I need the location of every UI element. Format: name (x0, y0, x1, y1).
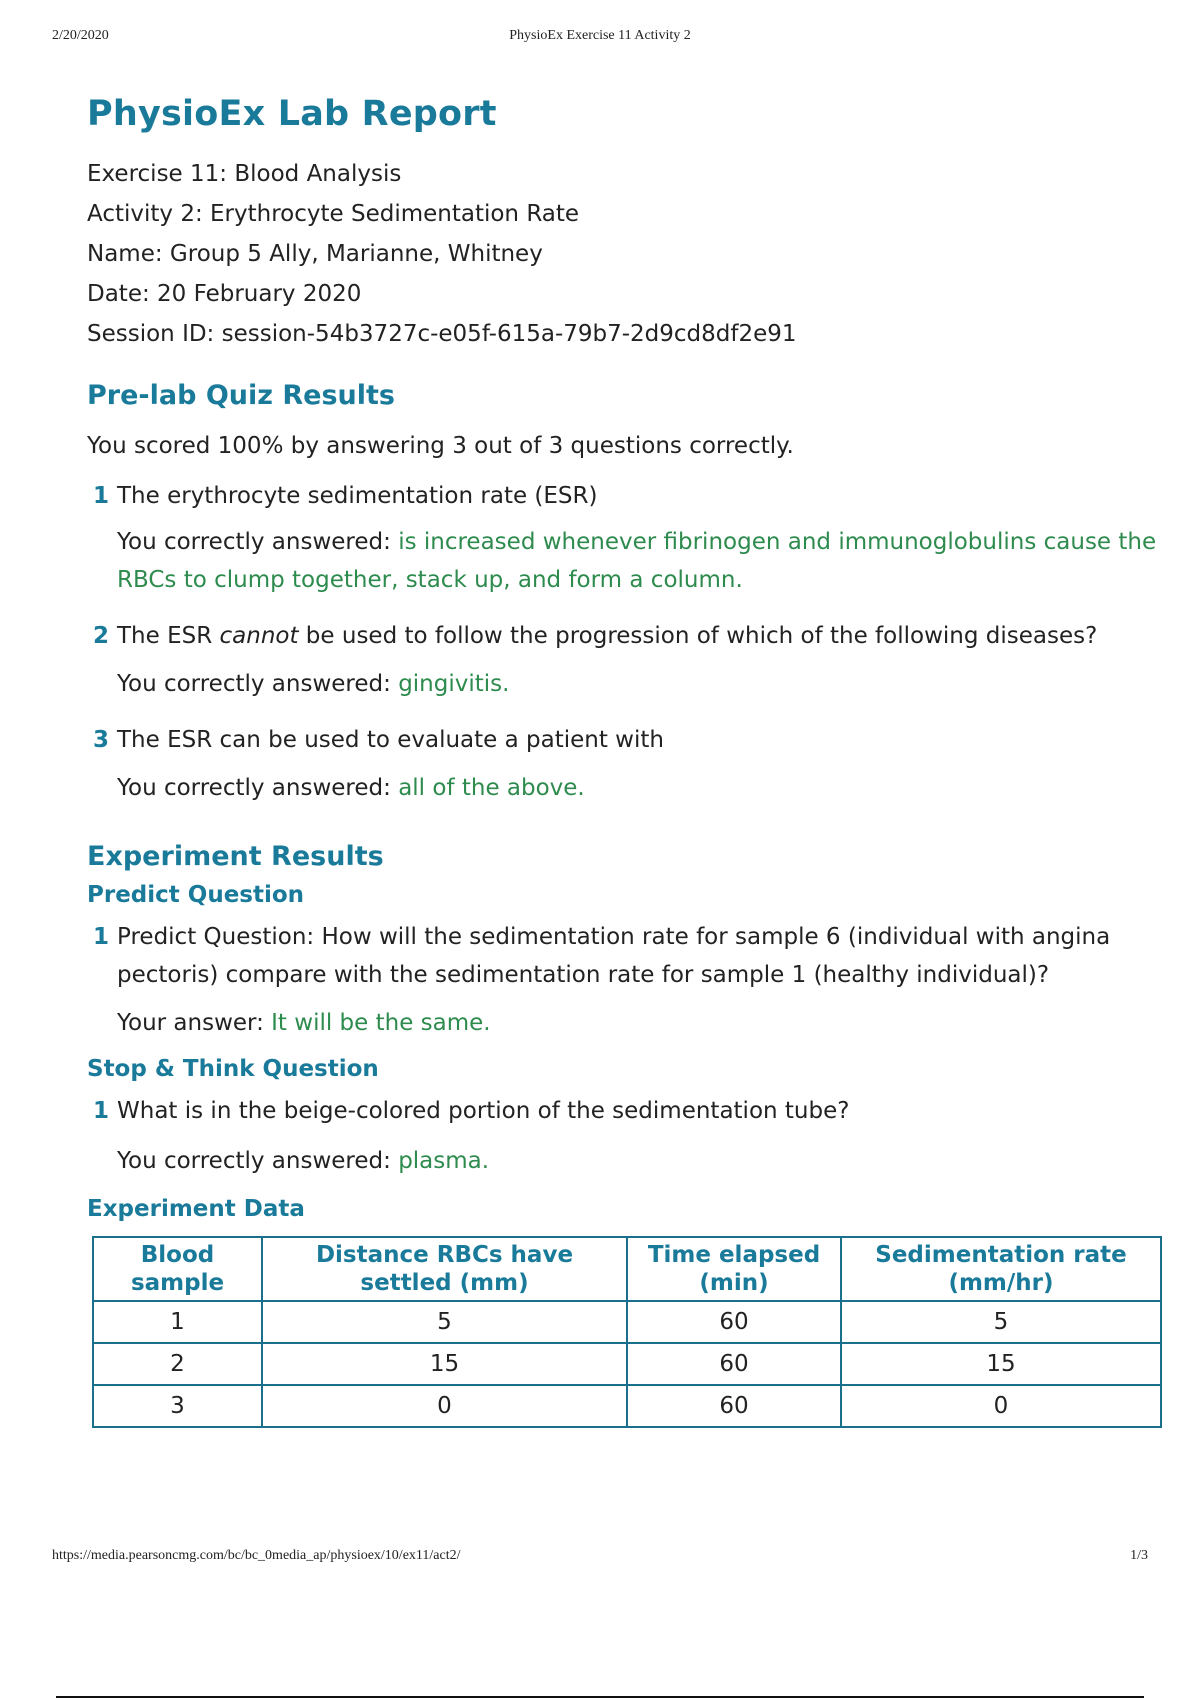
print-date: 2/20/2020 (52, 28, 109, 43)
table-cell: 60 (627, 1385, 841, 1427)
session-line: Session ID: session-54b3727c-e05f-615a-79b7-2d9cd8df2e91 (87, 321, 797, 347)
answer-value: all of the above. (398, 775, 585, 801)
question-text-before: The ESR (117, 623, 220, 649)
answer-value: plasma. (398, 1148, 490, 1174)
question-text-after: be used to follow the progression of which of the following diseases? (298, 623, 1098, 649)
table-cell: 0 (841, 1385, 1161, 1427)
stop-think-question (87, 1092, 1167, 1130)
column-header: Time elapsed (min) (627, 1237, 841, 1301)
table-cell: 60 (627, 1301, 841, 1343)
prelab-answer-3 (87, 769, 1167, 807)
question-text: The ESR can be used to evaluate a patient with (117, 727, 664, 753)
stop-think-heading: Stop & Think Question (87, 1056, 379, 1082)
answer-value: It will be the same. (271, 1010, 491, 1036)
prelab-question-3 (87, 721, 1167, 759)
question-number: 1 (93, 483, 110, 509)
date-line: Date: 20 February 2020 (87, 281, 362, 307)
report-meta (87, 154, 1167, 354)
table-cell: 15 (262, 1343, 627, 1385)
question-text-emphasis: cannot (219, 623, 299, 649)
prelab-question-2 (87, 617, 1167, 655)
answer-value: is increased whenever fibrinogen and immunoglobulins cause the RBCs to clump together, stack up, and form a column. (117, 529, 1157, 593)
answer-prefix: You correctly answered: (117, 529, 399, 555)
table-cell: 3 (93, 1385, 262, 1427)
column-header: Sedimentation rate (mm/hr) (841, 1237, 1161, 1301)
prelab-question-1 (87, 477, 1167, 515)
table-cell: 15 (841, 1343, 1161, 1385)
prelab-heading: Pre-lab Quiz Results (87, 380, 395, 411)
question-number: 1 (93, 1098, 110, 1124)
print-header (52, 28, 1148, 48)
predict-question (87, 918, 1167, 994)
prelab-answer-2 (87, 665, 1167, 703)
experiment-heading: Experiment Results (87, 841, 384, 872)
activity-line: Activity 2: Erythrocyte Sedimentation Rate (87, 201, 580, 227)
page-number: 1/3 (1130, 1548, 1148, 1563)
report-content (87, 94, 1167, 1428)
predict-answer (87, 1004, 1167, 1042)
question-text: The erythrocyte sedimentation rate (ESR) (117, 483, 598, 509)
answer-prefix: You correctly answered: (117, 1148, 399, 1174)
answer-prefix: Your answer: (117, 1010, 272, 1036)
experiment-data-table (92, 1236, 1162, 1428)
report-title: PhysioEx Lab Report (87, 94, 497, 134)
question-text: Predict Question: How will the sedimentation rate for sample 6 (individual with angina pectoris) compare with the sedimentation rate for sample 1 (healthy individual)? (117, 924, 1111, 988)
table-cell: 5 (841, 1301, 1161, 1343)
answer-prefix: You correctly answered: (117, 775, 399, 801)
answer-prefix: You correctly answered: (117, 671, 399, 697)
table-cell: 1 (93, 1301, 262, 1343)
table-cell: 0 (262, 1385, 627, 1427)
answer-value: gingivitis. (398, 671, 510, 697)
table-cell: 2 (93, 1343, 262, 1385)
name-line: Name: Group 5 Ally, Marianne, Whitney (87, 241, 543, 267)
stop-think-answer (87, 1142, 1167, 1180)
prelab-answer-1 (87, 523, 1167, 599)
predict-heading: Predict Question (87, 882, 305, 908)
column-header: Distance RBCs have settled (mm) (262, 1237, 627, 1301)
question-number: 2 (93, 623, 110, 649)
table-row (93, 1301, 1161, 1343)
experiment-data-heading: Experiment Data (87, 1196, 305, 1222)
question-number: 3 (93, 727, 110, 753)
table-row (93, 1385, 1161, 1427)
prelab-score: You scored 100% by answering 3 out of 3 questions correctly. (87, 433, 794, 459)
question-number: 1 (93, 924, 110, 950)
question-text: What is in the beige-colored portion of the sedimentation tube? (117, 1098, 850, 1124)
footer-url: https://media.pearsoncmg.com/bc/bc_0media_ap/physioex/10/ex11/act2/ (52, 1548, 461, 1563)
table-cell: 5 (262, 1301, 627, 1343)
table-row (93, 1343, 1161, 1385)
page-divider (56, 1696, 1144, 1698)
print-title: PhysioEx Exercise 11 Activity 2 (509, 28, 691, 43)
table-header-row (93, 1237, 1161, 1301)
table-cell: 60 (627, 1343, 841, 1385)
column-header: Blood sample (93, 1237, 262, 1301)
exercise-line: Exercise 11: Blood Analysis (87, 161, 402, 187)
